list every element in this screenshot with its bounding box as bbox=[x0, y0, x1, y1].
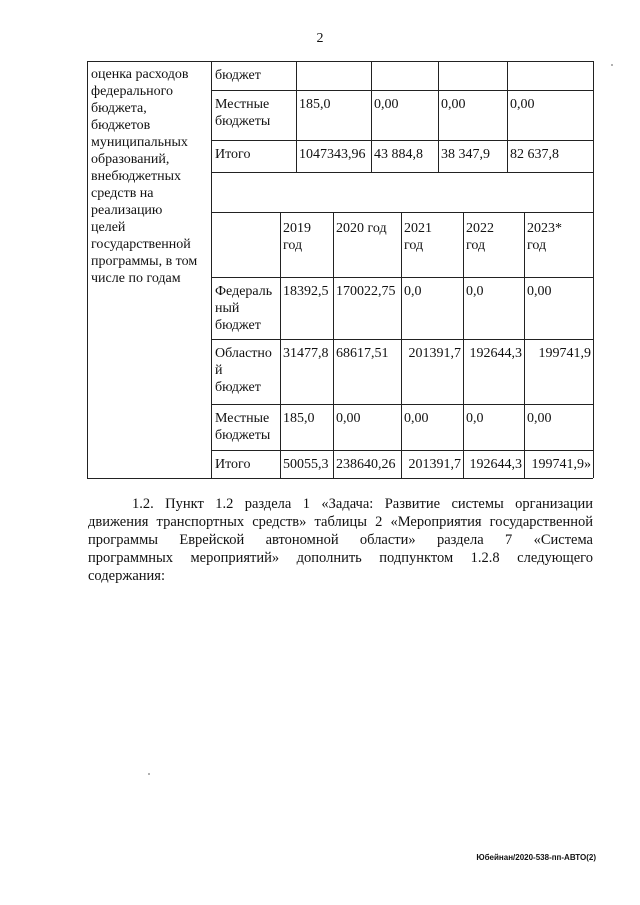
table-rule bbox=[211, 61, 212, 478]
table-rule bbox=[333, 212, 334, 478]
budget-value: 192644,3 bbox=[469, 457, 522, 472]
paragraph-line: 1.2. Пункт 1.2 раздела 1 «Задача: Развитие системы организации bbox=[132, 496, 593, 512]
row-header-line: числе по годам bbox=[91, 271, 181, 286]
budget-source-label: Местные bbox=[215, 97, 270, 112]
budget-value: 68617,51 bbox=[336, 346, 389, 361]
year-column-header: год bbox=[527, 238, 547, 253]
budget-source-label: Местные bbox=[215, 411, 270, 426]
budget-source-label: бюджет bbox=[215, 380, 261, 395]
budget-value: 185,0 bbox=[283, 411, 315, 426]
table-rule bbox=[211, 404, 593, 405]
budget-value: 201391,7 bbox=[408, 346, 461, 361]
year-column-header: 2021 bbox=[404, 221, 432, 236]
document-reference: Юбейнан/2020-538-пп-АВТО(2) bbox=[476, 853, 596, 862]
budget-value: 238640,26 bbox=[336, 457, 396, 472]
table-rule bbox=[463, 212, 464, 478]
row-header-line: государственной bbox=[91, 237, 191, 252]
budget-value: 0,00 bbox=[441, 97, 466, 112]
budget-source-label: ный bbox=[215, 301, 240, 316]
paragraph-line: движения транспортных средств» таблицы 2 «Мероприятия государственной bbox=[88, 514, 593, 530]
table-rule bbox=[211, 277, 593, 278]
table-rule bbox=[211, 339, 593, 340]
budget-value: 31477,8 bbox=[283, 346, 329, 361]
budget-value: 0,00 bbox=[374, 97, 399, 112]
budget-value: 18392,5 bbox=[283, 284, 329, 299]
budget-value: 1047343,96 bbox=[299, 147, 366, 162]
scan-speck bbox=[611, 64, 613, 66]
table-rule bbox=[296, 61, 297, 172]
amendment-paragraph bbox=[88, 495, 593, 585]
budget-value: 199741,9» bbox=[531, 457, 591, 472]
budget-value: 201391,7 bbox=[408, 457, 461, 472]
row-header-line: бюджетов bbox=[91, 118, 151, 133]
row-header-line: федерального bbox=[91, 84, 174, 99]
budget-value: 185,0 bbox=[299, 97, 331, 112]
row-header-line: реализацию bbox=[91, 203, 163, 218]
budget-value: 0,00 bbox=[510, 97, 535, 112]
budget-value: 199741,9 bbox=[538, 346, 591, 361]
budget-source-label: бюджет bbox=[215, 318, 261, 333]
row-header-line: средств на bbox=[91, 186, 154, 201]
paragraph-line: содержания: bbox=[88, 568, 166, 584]
page-number: 2 bbox=[316, 31, 324, 46]
table-rule bbox=[280, 212, 281, 478]
paragraph-line: программы Еврейской автономной области» раздела 7 «Система bbox=[88, 532, 593, 548]
table-rule bbox=[371, 61, 372, 172]
table-rule bbox=[87, 478, 593, 479]
year-column-header: 2023* bbox=[527, 221, 562, 236]
year-column-header: 2020 год bbox=[336, 221, 387, 236]
table-rule bbox=[211, 172, 593, 173]
budget-source-label: Итого bbox=[215, 147, 251, 162]
table-rule bbox=[211, 450, 593, 451]
budget-value: 43 884,8 bbox=[374, 147, 423, 162]
budget-value: 170022,75 bbox=[336, 284, 396, 299]
row-header-line: внебюджетных bbox=[91, 169, 182, 184]
budget-value: 0,00 bbox=[527, 284, 552, 299]
year-column-header: 2022 bbox=[466, 221, 494, 236]
table-rule bbox=[593, 61, 594, 478]
budget-source-label: бюджеты bbox=[215, 428, 271, 443]
year-column-header: 2019 bbox=[283, 221, 311, 236]
year-column-header: год bbox=[466, 238, 486, 253]
row-header-line: целей bbox=[91, 220, 126, 235]
table-rule bbox=[87, 61, 593, 62]
budget-value: 0,00 bbox=[336, 411, 361, 426]
budget-source-label: бюджеты bbox=[215, 114, 271, 129]
row-header-line: бюджета, bbox=[91, 101, 147, 116]
table-rule bbox=[401, 212, 402, 478]
budget-value: 0,0 bbox=[466, 284, 484, 299]
budget-source-label: й bbox=[215, 363, 223, 378]
table-rule bbox=[524, 212, 525, 478]
year-column-header: год bbox=[404, 238, 424, 253]
table-rule bbox=[87, 61, 88, 478]
budget-value: 0,00 bbox=[527, 411, 552, 426]
row-header-line: муниципальных bbox=[91, 135, 188, 150]
budget-value: 50055,3 bbox=[283, 457, 329, 472]
paragraph-line: программных мероприятий» дополнить подпунктом 1.2.8 следующего bbox=[88, 550, 593, 566]
budget-source-label: Областно bbox=[215, 346, 272, 361]
table-rule bbox=[438, 61, 439, 172]
row-header-line: образований, bbox=[91, 152, 170, 167]
budget-value: 192644,3 bbox=[469, 346, 522, 361]
budget-source-label: Итого bbox=[215, 457, 251, 472]
year-column-header: год bbox=[283, 238, 303, 253]
row-header-line: программы, в том bbox=[91, 254, 198, 269]
scan-speck bbox=[148, 773, 150, 775]
row-header-line: оценка расходов bbox=[91, 67, 189, 82]
budget-value: 0,00 bbox=[404, 411, 429, 426]
budget-value: 38 347,9 bbox=[441, 147, 490, 162]
budget-value: 0,0 bbox=[466, 411, 484, 426]
budget-source-label: Федераль bbox=[215, 284, 273, 299]
table-rule bbox=[211, 140, 593, 141]
table-rule bbox=[211, 212, 593, 213]
table-rule bbox=[507, 61, 508, 172]
budget-source-label: бюджет bbox=[215, 68, 261, 83]
budget-value: 82 637,8 bbox=[510, 147, 559, 162]
table-rule bbox=[211, 90, 593, 91]
budget-value: 0,0 bbox=[404, 284, 422, 299]
